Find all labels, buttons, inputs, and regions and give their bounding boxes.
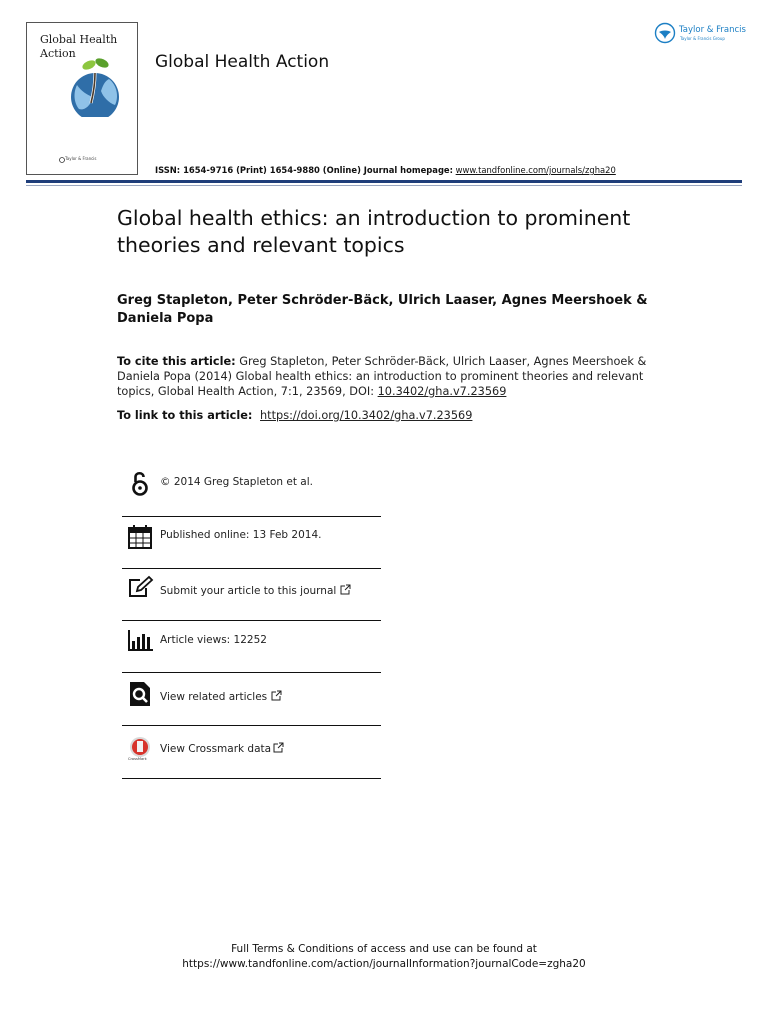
footer-terms-url[interactable]: https://www.tandfonline.com/action/journalInformation?journalCode=zgha20 [182, 958, 586, 970]
crossmark-link[interactable] [160, 742, 284, 755]
bar-chart-icon [126, 626, 154, 654]
external-link-icon [340, 584, 351, 595]
publisher-name: Taylor & Francis [679, 25, 746, 35]
issn-line [155, 165, 616, 175]
published-date: Published online: 13 Feb 2014. [160, 529, 322, 541]
link-label: To link to this article: [117, 409, 253, 422]
article-authors: Greg Stapleton, Peter Schröder-Bäck, Ulrich Laaser, Agnes Meershoek & Daniela Popa [117, 293, 648, 326]
submit-article-label: Submit your article to this journal [160, 585, 337, 597]
crossmark-label: View Crossmark data [160, 743, 272, 755]
crossmark-caption: CrossMark [128, 757, 147, 761]
row-divider [122, 725, 381, 726]
publisher-group: Taylor & Francis Group [680, 36, 725, 41]
article-link [117, 408, 677, 423]
calendar-icon [126, 523, 154, 551]
citation [117, 354, 657, 399]
article-title: Global health ethics: an introduction to prominent theories and relevant topics [117, 206, 631, 257]
copyright-row [122, 465, 381, 517]
header-divider [26, 180, 742, 183]
edit-icon [126, 574, 154, 602]
footer [0, 942, 768, 972]
journal-cover [26, 22, 138, 175]
footer-terms-text: Full Terms & Conditions of access and use can be found at [231, 943, 537, 955]
cover-publisher: Taylor & Francis [65, 156, 97, 161]
related-row[interactable] [122, 674, 381, 726]
open-access-icon [126, 469, 154, 497]
external-link-icon [271, 690, 282, 701]
cite-text: Greg Stapleton, Peter Schröder-Bäck, Ulrich Laaser, Agnes Meershoek & Daniela Popa (2014) Global health ethics: an introduction to prominent theories and relevant topics, Global Health Action, 7:1, 23569, DOI: [117, 355, 647, 398]
views-row [122, 621, 381, 673]
submit-article-link[interactable] [160, 584, 351, 597]
header-divider-thin [26, 185, 742, 186]
row-divider [122, 672, 381, 673]
external-link-icon [273, 742, 284, 753]
related-articles-link[interactable] [160, 690, 282, 703]
related-articles-label: View related articles [160, 691, 268, 703]
search-document-icon [126, 680, 154, 708]
cite-doi-link[interactable]: 10.3402/gha.v7.23569 [377, 385, 507, 398]
row-divider [122, 778, 381, 779]
copyright-text: © 2014 Greg Stapleton et al. [160, 476, 313, 488]
crossmark-row[interactable] [122, 727, 381, 779]
issn-text: ISSN: 1654-9716 (Print) 1654-9880 (Online) Journal homepage: [155, 165, 453, 175]
journal-title: Global Health Action [155, 52, 330, 72]
published-row [122, 517, 381, 569]
journal-homepage-link[interactable]: www.tandfonline.com/journals/zgha20 [455, 165, 616, 175]
cover-title: Global Health Action [40, 33, 118, 60]
globe-seedling-icon [65, 55, 125, 117]
article-views: Article views: 12252 [160, 634, 267, 646]
article-doi-link[interactable]: https://doi.org/10.3402/gha.v7.23569 [260, 409, 473, 422]
cite-label: To cite this article: [117, 355, 236, 368]
taylor-francis-logo-icon [654, 22, 676, 44]
submit-row[interactable] [122, 569, 381, 621]
